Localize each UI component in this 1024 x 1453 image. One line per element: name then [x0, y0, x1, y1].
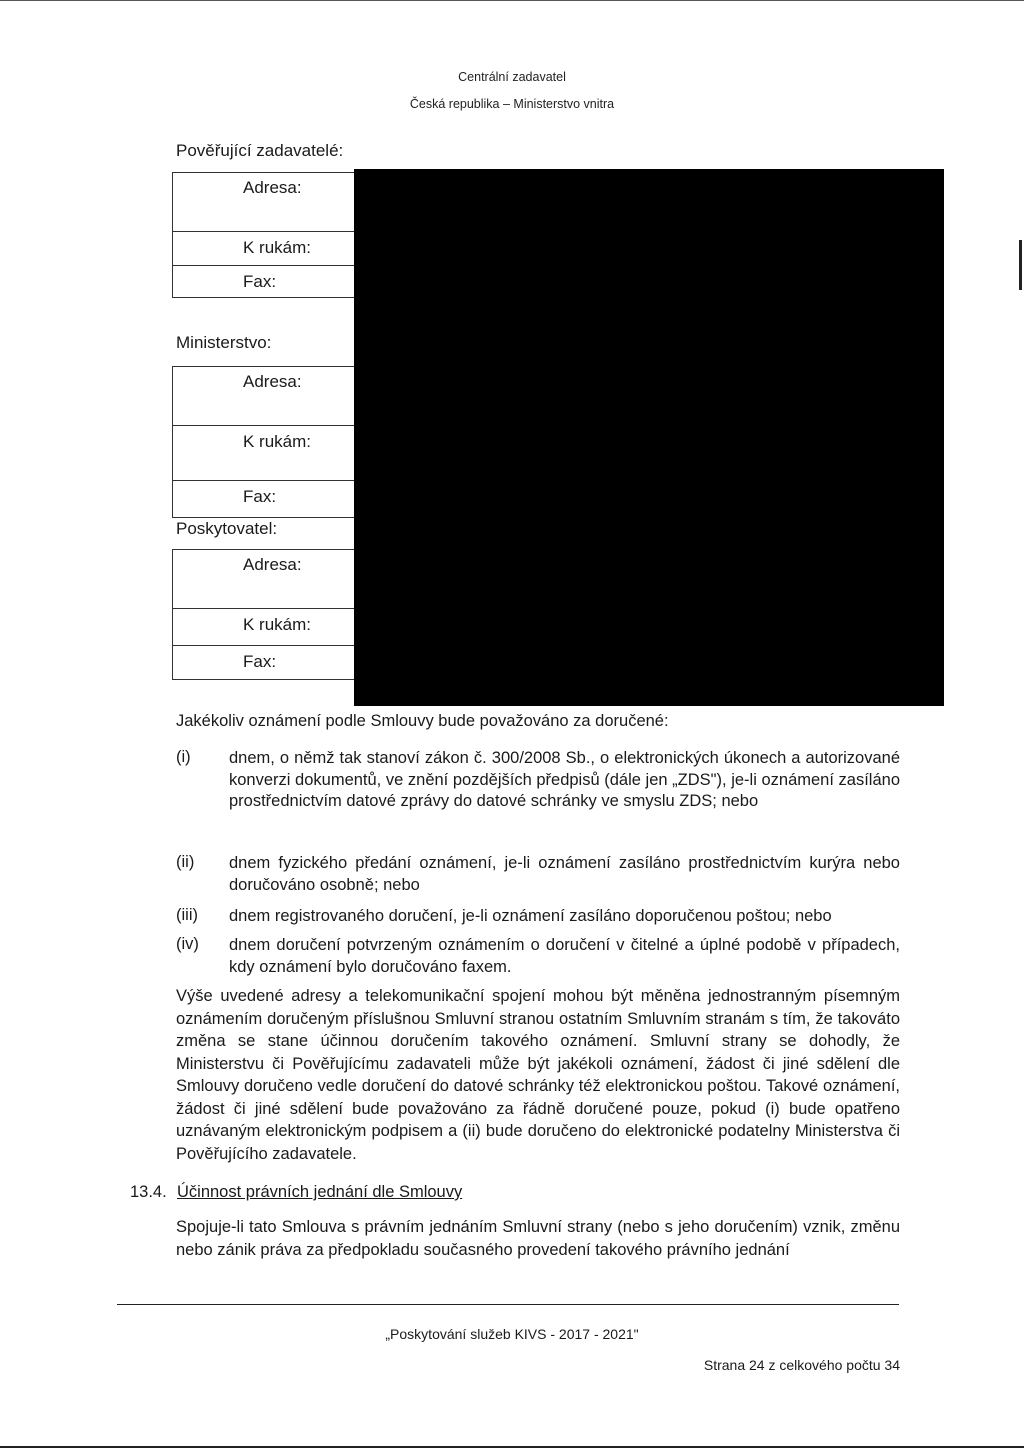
list-item-text: dnem registrovaného doručení, je-li oznámení zasíláno doporučenou poštou; nebo — [229, 907, 832, 925]
field-row — [173, 367, 358, 425]
address-change-paragraph: Výše uvedené adresy a telekomunikační spojení mohou být měněna jednostranným písemným oznámením doručeným příslušnou Smluvní stranou ostatním Smluvním stranám s tím, že takováto změna se stane účinnou doručením takového oznámení. Smluvní strany se dohodly, že Ministerstvu či Pověřujícímu zadavateli může být jakékoli oznámení, žádost či jiné sdělení dle Smlouvy doručeno vedle doručení do datové schránky též elektronickou poštou. Takové oznámení, žádost či jiné sdělení bude považováno za řádně doručené pouze, pokud (i) bude opatřeno uznávaným elektronickým podpisem a (ii) bude doručeno do elektronické podatelny Ministerstva či Pověřujícího zadavatele. — [176, 987, 900, 1163]
field-row — [173, 645, 358, 681]
scan-edge-top — [0, 0, 1024, 1]
page-number: Strana 24 z celkového počtu 34 — [703, 1357, 900, 1373]
field-label: Adresa: — [243, 178, 302, 197]
heading-poverujici: Pověřující zadavatelé: — [176, 141, 344, 160]
list-item-text: dnem, o němž tak stanoví zákon č. 300/2008 Sb., o elektronických úkonech a autorizované konverzi dokumentů, ve znění pozdějších předpisů (dále jen „ZDS"), je-li oznámení zasíláno prostřednictvím datové zprávy do datové schránky ve smyslu ZDS; nebo — [229, 749, 900, 810]
heading-ministerstvo: Ministerstvo: — [176, 333, 272, 352]
list-number: (iii) — [176, 906, 198, 924]
field-label: Adresa: — [243, 555, 302, 574]
list-item-text: dnem fyzického předání oznámení, je-li oznámení zasíláno prostřednictvím kurýra nebo doručováno osobně; nebo — [229, 854, 900, 894]
scan-edge-bottom — [0, 1446, 1024, 1448]
field-label: Fax: — [243, 487, 277, 506]
field-label: K rukám: — [243, 238, 312, 257]
contact-table-poverujici — [172, 172, 358, 298]
list-number: (ii) — [176, 853, 195, 871]
contact-table-poskytovatel — [172, 549, 358, 680]
delivery-intro: Jakékoliv oznámení podle Smlouvy bude považováno za doručené: — [176, 712, 669, 730]
field-row — [173, 550, 358, 608]
footer-rule — [117, 1304, 899, 1305]
field-row — [173, 265, 358, 299]
footer-title: „Poskytování služeb KIVS - 2017 - 2021" — [385, 1326, 639, 1342]
header-line-1: Centrální zadavatel — [458, 70, 566, 84]
field-label: Fax: — [243, 272, 277, 291]
list-number: (iv) — [176, 935, 199, 953]
field-label: Adresa: — [243, 372, 302, 391]
field-row — [173, 608, 358, 645]
section-text: Spojuje-li tato Smlouva s právním jednáním Smluvní strany (nebo s jeho doručením) vznik, změnu nebo zánik práva za předpokladu současného provedení takového právního jednání — [176, 1218, 900, 1259]
scan-edge-right — [1019, 240, 1022, 290]
header-line-2: Česká republika – Ministerstvo vnitra — [409, 97, 615, 111]
redaction-block — [354, 169, 944, 706]
heading-poskytovatel: Poskytovatel: — [176, 519, 278, 538]
field-row — [173, 173, 358, 231]
field-label: K rukám: — [243, 432, 312, 451]
list-number: (i) — [176, 748, 191, 766]
section-title: Účinnost právních jednání dle Smlouvy — [177, 1183, 463, 1201]
section-number: 13.4. — [130, 1183, 167, 1201]
list-item-text: dnem doručení potvrzeným oznámením o doručení v čitelné a úplné podobě v případech, kdy oznámení bylo doručováno faxem. — [229, 936, 900, 976]
field-row — [173, 480, 358, 519]
field-row — [173, 231, 358, 265]
contact-table-ministerstvo — [172, 366, 358, 518]
field-label: Fax: — [243, 652, 277, 671]
field-row — [173, 425, 358, 480]
field-label: K rukám: — [243, 615, 312, 634]
